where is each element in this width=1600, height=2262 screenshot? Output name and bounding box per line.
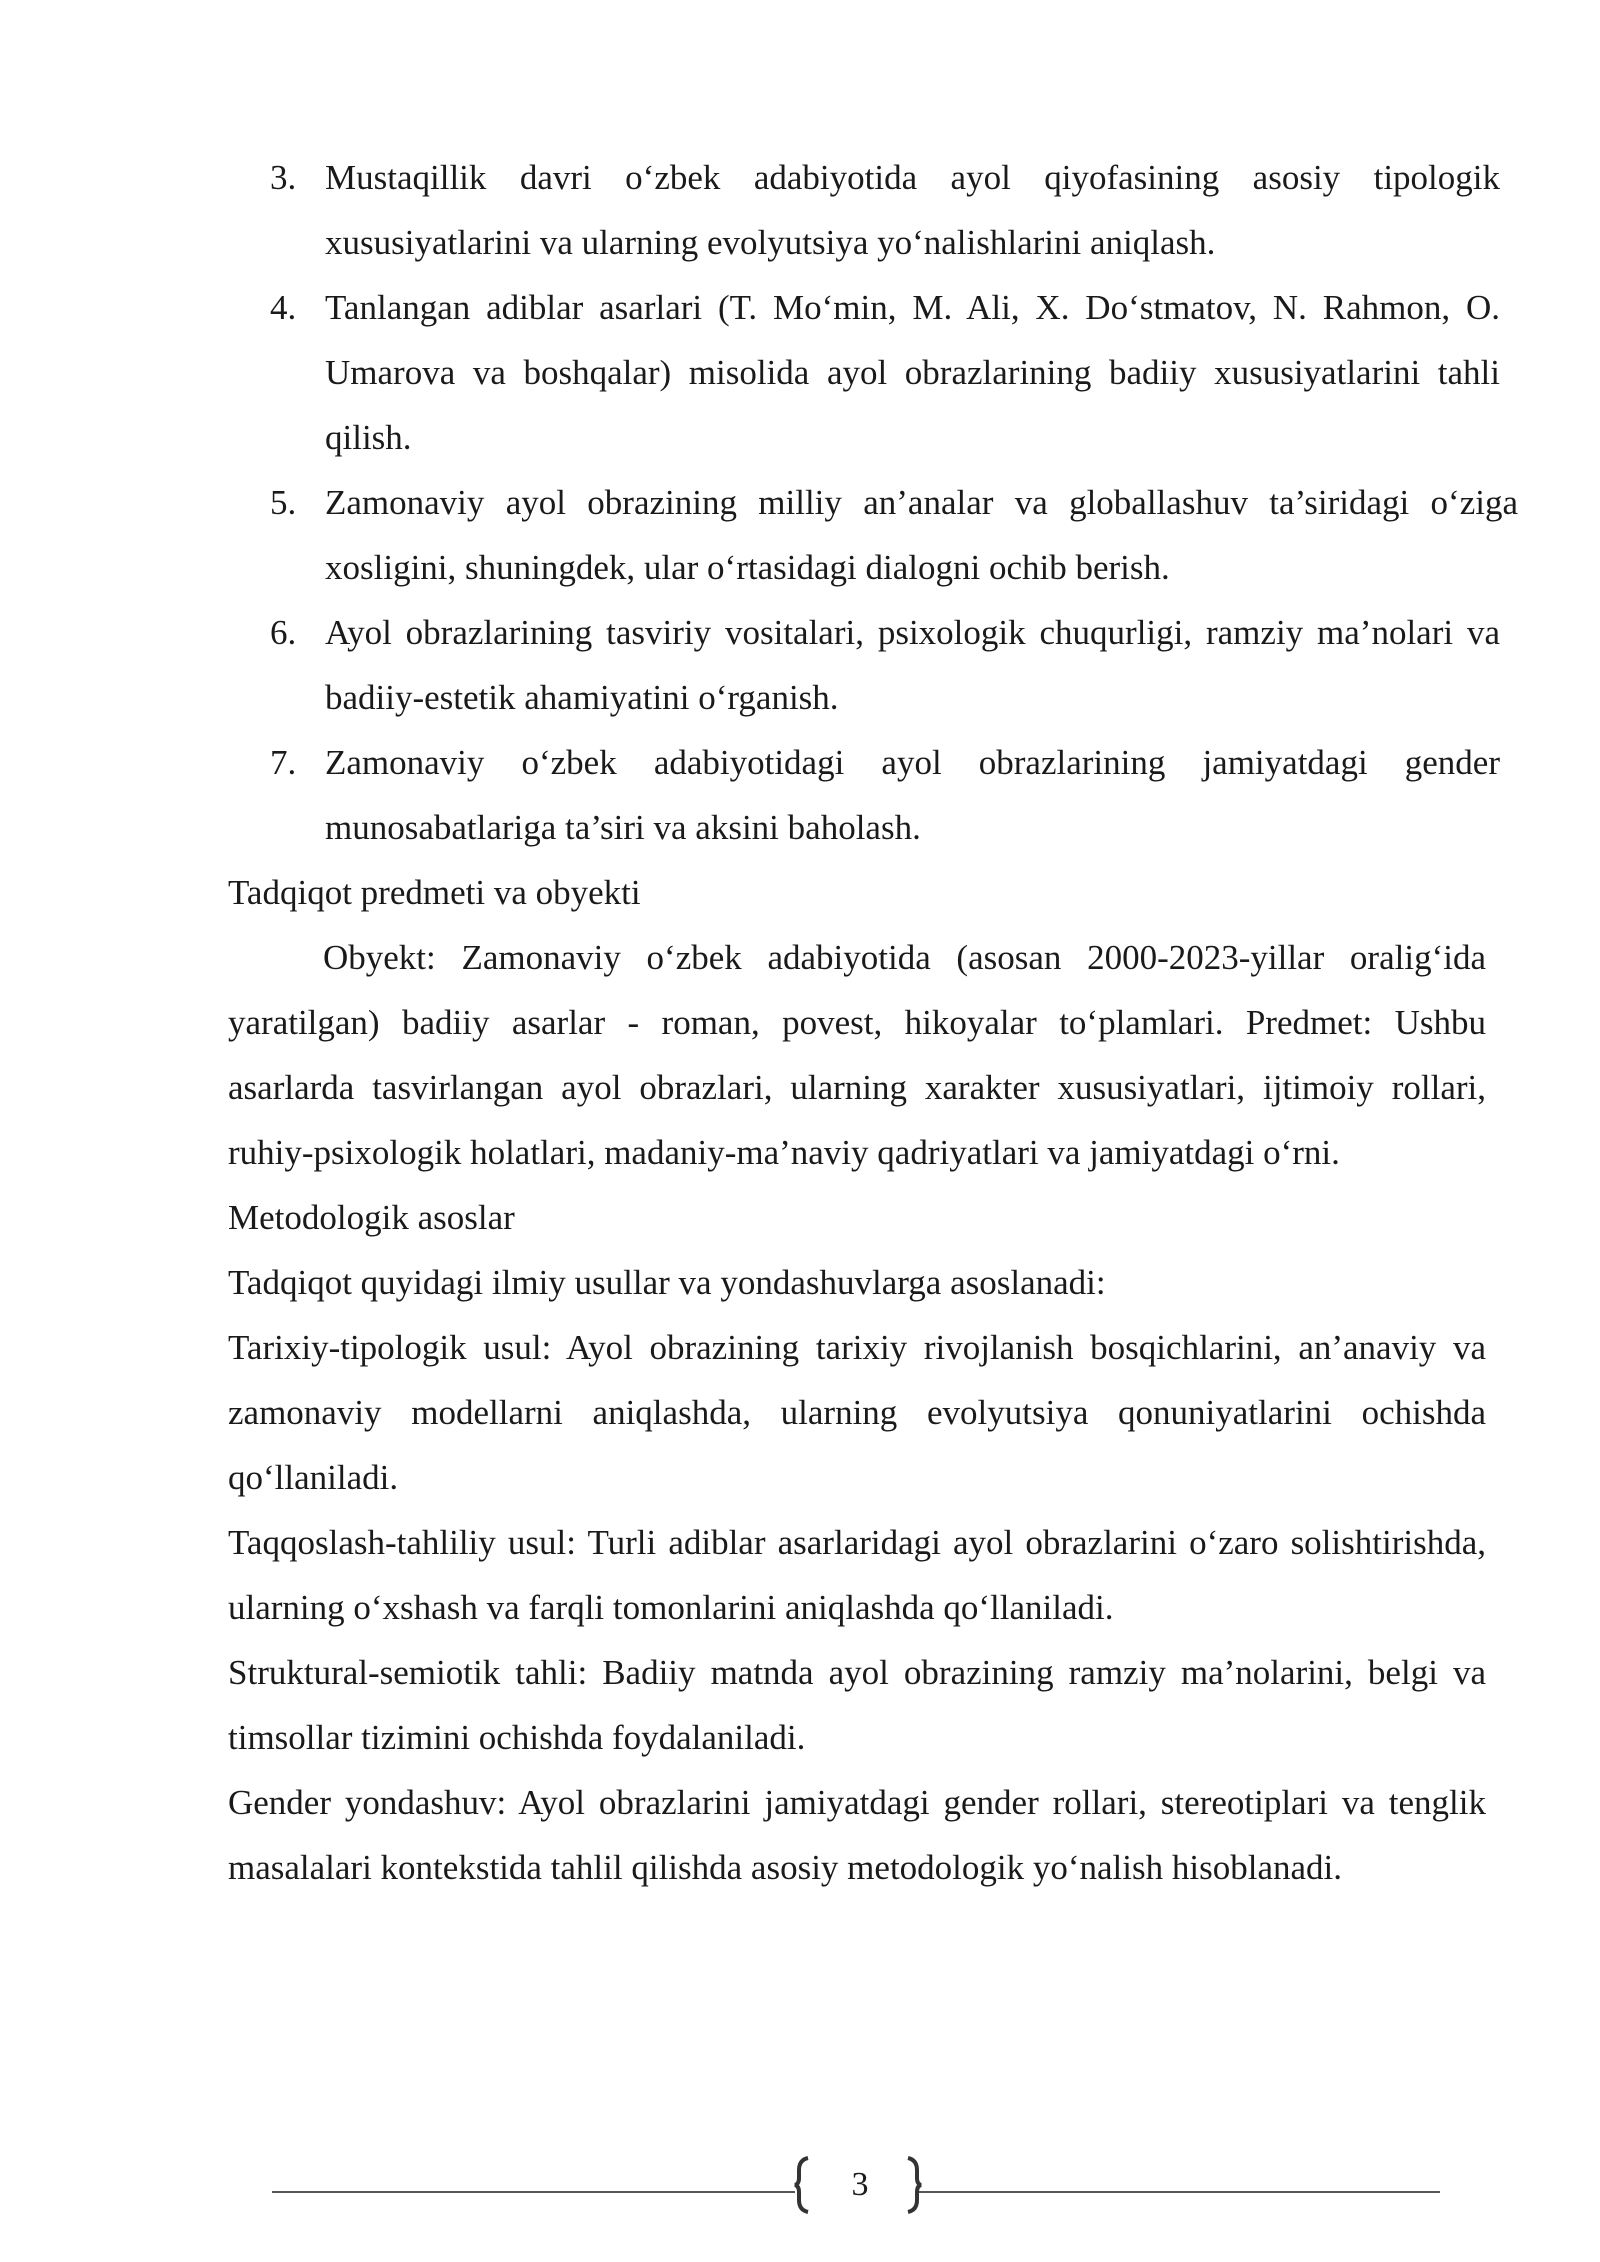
footer-rule-left (272, 2191, 795, 2193)
list-item-text: Zamonaviy ayol obrazining milliy an’analar va globallashuv ta’siridagi o‘ziga xosligini, shuningdek, ular o‘rtasidagi dialogni ochib berish. (325, 483, 1518, 587)
list-item (270, 600, 1500, 730)
method-paragraph: Taqqoslash-tahliliy usul: Turli adiblar asarlaridagi ayol obrazlarini o‘zaro solishtirishda, ularning o‘xshash va farqli tomonlarini aniqlashda qo‘llaniladi. (228, 1523, 1486, 1627)
list-item-text: Zamonaviy o‘zbek adabiyotidagi ayol obrazlarining jamiyatdagi gender munosabatlariga ta’siri va aksini baholash. (325, 743, 1500, 847)
page-number: 3 (851, 2166, 869, 2203)
section-heading: Metodologik asoslar (228, 1198, 515, 1237)
list-item-number: 6. (270, 613, 297, 652)
left-brace-icon (792, 2156, 814, 2214)
list-item-number: 5. (270, 483, 297, 522)
list-item (270, 470, 1518, 600)
objectives-list (270, 145, 1518, 860)
section-heading: Tadqiqot predmeti va obyekti (228, 873, 641, 912)
list-item-number: 4. (270, 288, 297, 327)
list-item-number: 7. (270, 743, 297, 782)
method-paragraph: Gender yondashuv: Ayol obrazlarini jamiyatdagi gender rollari, stereotiplari va tenglik masalalari kontekstida tahlil qilishda asosiy metodologik yo‘nalish hisoblanadi. (228, 1783, 1486, 1887)
method-paragraph: Tarixiy-tipologik usul: Ayol obrazining tarixiy rivojlanish bosqichlarini, an’anaviy va zamonaviy modellarni aniqlashda, ularning evolyutsiya qonuniyatlarini ochishda qo‘llaniladi. (228, 1328, 1486, 1497)
footer-rule-right (918, 2191, 1440, 2193)
list-item-text: Tanlangan adiblar asarlari (T. Mo‘min, M. Ali, X. Do‘stmatov, N. Rahmon, O. Umarova va boshqalar) misolida ayol obrazlarining badiiy xususiyatlarini tahli qilish. (325, 288, 1500, 457)
document-body (228, 860, 1486, 1900)
methods-intro: Tadqiqot quyidagi ilmiy usullar va yondashuvlarga asoslanadi: (228, 1263, 1106, 1302)
list-item (270, 145, 1500, 275)
list-item (270, 275, 1500, 470)
method-paragraph: Struktural-semiotik tahli: Badiiy matnda ayol obrazining ramziy ma’nolarini, belgi va timsollar tizimini ochishda foydalaniladi. (228, 1653, 1486, 1757)
list-item-text: Mustaqillik davri o‘zbek adabiyotida ayol qiyofasining asosiy tipologik xususiyatlarini va ularning evolyutsiya yo‘nalishlarini aniqlash. (325, 158, 1500, 262)
object-subject-paragraph: Obyekt: Zamonaviy o‘zbek adabiyotida (asosan 2000-2023-yillar oralig‘ida yaratilgan) badiiy asarlar - roman, povest, hikoyalar to‘plamlari. Predmet: Ushbu asarlarda tasvirlangan ayol obrazlari, ularning xarakter xususiyatlari, ijtimoiy rollari, ruhiy-psixologik holatlari, madaniy-ma’naviy qadriyatlari va jamiyatdagi o‘rni. (228, 938, 1486, 1172)
list-item-number: 3. (270, 158, 297, 197)
list-item-text: Ayol obrazlarining tasviriy vositalari, psixologik chuqurligi, ramziy ma’nolari va badiiy-estetik ahamiyatini o‘rganish. (325, 613, 1500, 717)
right-brace-icon (902, 2156, 924, 2214)
list-item (270, 730, 1500, 860)
